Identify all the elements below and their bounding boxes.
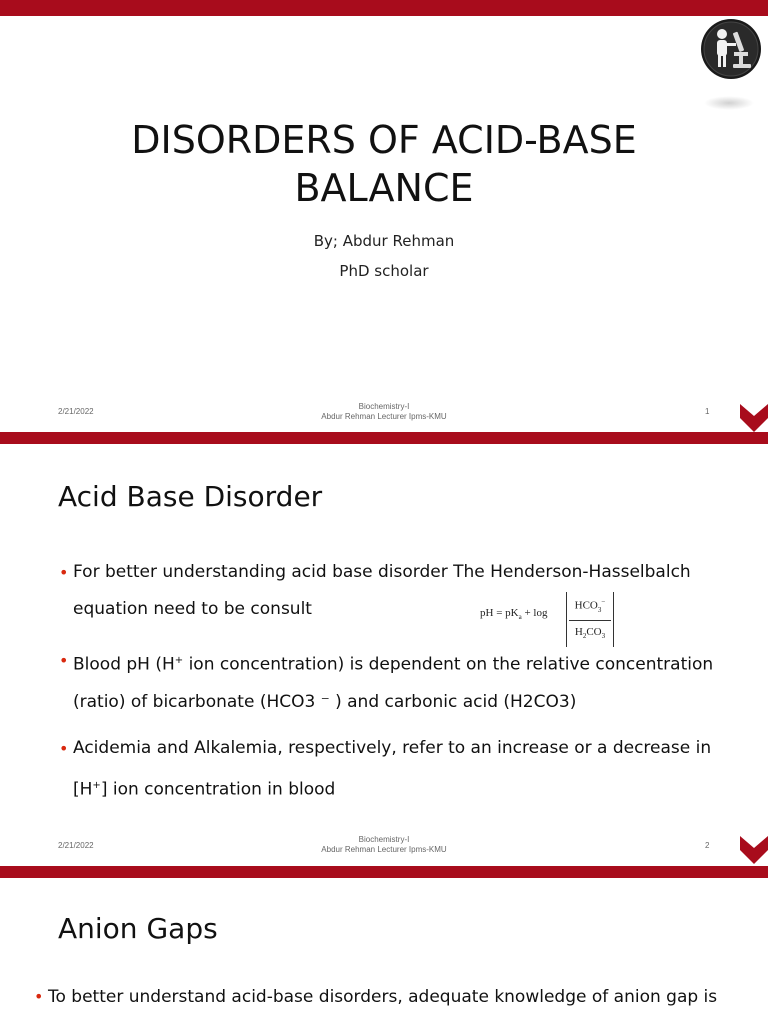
researcher-microscope-icon: [700, 18, 762, 80]
bullet-2-line-1: Blood pH (H+ ion concentration) is dependent on the relative concentration: [73, 654, 714, 675]
title-line-1: DISORDERS OF ACID-BASE: [131, 118, 637, 162]
footer-center: [234, 835, 534, 855]
author-name: By; Abdur Rehman: [313, 232, 455, 250]
slide-1: [0, 0, 768, 432]
bullet-dot: •: [59, 563, 69, 582]
bullet-dot: •: [59, 739, 69, 758]
slide-separator-2: [0, 866, 768, 878]
slide-2-heading: Acid Base Disorder: [58, 480, 323, 513]
author-role: PhD scholar: [339, 262, 429, 280]
slide-3-bullet-1: [34, 984, 758, 1010]
footer-date: 2/21/2022: [58, 407, 94, 416]
slide-2: [0, 444, 768, 866]
bullet-3: [59, 730, 753, 809]
bullet-1-line-1: For better understanding acid base disorder The Henderson-Hasselbalch: [73, 562, 691, 582]
slide-3-heading: Anion Gaps: [58, 912, 218, 945]
bullet-2: [59, 642, 753, 721]
slide-3-bullet-1-text: To better understand acid-base disorders, adequate knowledge of anion gap is: [48, 987, 718, 1007]
footer-page-number: 1: [705, 407, 710, 416]
henderson-hasselbalch-formula: pH = $pK_a + \log$ $HCO_3^-$ $H_2CO_3$: [480, 592, 620, 638]
footer-date: 2/21/2022: [58, 841, 94, 850]
bullet-dot: •: [34, 987, 44, 1006]
slide-separator-1: [0, 432, 768, 444]
slide-1-top-bar: [0, 0, 768, 16]
chevron-down-icon: [740, 402, 768, 432]
slide-3: [0, 878, 768, 1024]
logo-shadow: [704, 96, 754, 110]
title-line-2: BALANCE: [294, 166, 474, 210]
footer-lecturer: Abdur Rehman Lecturer Ipms-KMU: [321, 412, 447, 421]
footer-page-number: 2: [705, 841, 710, 850]
bullet-1-line-2: equation need to be consult: [73, 599, 312, 619]
bullet-3-line-1: Acidemia and Alkalemia, respectively, refer to an increase or a decrease in: [73, 738, 712, 758]
bullet-3-line-2: [H+] ion concentration in blood: [73, 779, 336, 800]
footer-course: Biochemistry-I: [358, 402, 410, 411]
footer-center: [234, 402, 534, 422]
slide-1-title: [84, 116, 684, 212]
bullet-1: [59, 554, 753, 628]
footer-lecturer: Abdur Rehman Lecturer Ipms-KMU: [321, 845, 447, 854]
footer-course: Biochemistry-I: [358, 835, 410, 844]
chevron-down-icon: [740, 834, 768, 864]
bullet-dot: •: [59, 651, 69, 670]
bullet-2-line-2: (ratio) of bicarbonate (HCO3 ⁻ ) and carbonic acid (H2CO3): [73, 691, 577, 712]
